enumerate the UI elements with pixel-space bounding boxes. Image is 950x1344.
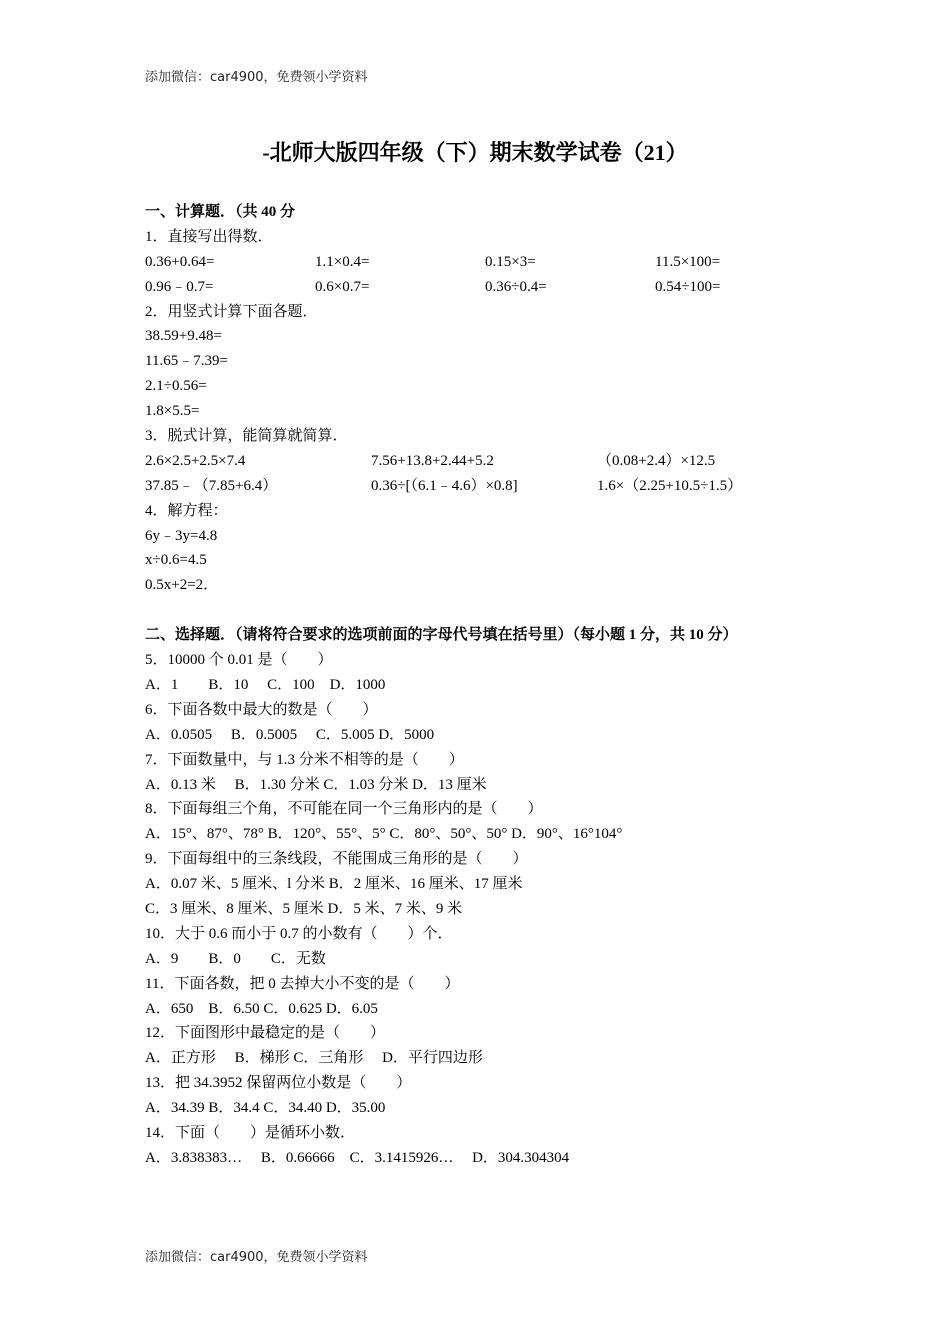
question-text: 11．下面各数，把 0 去掉大小不变的是（ ） — [145, 975, 460, 992]
q3-row1 — [145, 449, 815, 474]
question-options: A．15°、87°、78° B．120°、55°、5° C．80°、50°、50° D．90°、16°104° — [145, 826, 623, 843]
question-options: A．3.838383… B．0.66666 C．3.1415926… D．304.304304 — [145, 1149, 570, 1166]
question-text: 9．下面每组中的三条线段，不能围成三角形的是（ ） — [145, 851, 528, 868]
q1-text: 1．直接写出得数． — [145, 228, 273, 245]
q4-item: 0.5x+2=2． — [145, 577, 219, 594]
question-text: 7．下面数量中，与 1.3 分米不相等的是（ ） — [145, 751, 464, 768]
q2-item: 1.8×5.5= — [145, 403, 200, 420]
question-text: 10．大于 0.6 而小于 0.7 的小数有（ ）个． — [145, 925, 453, 942]
question-options: A．650 B．6.50 C．0.625 D．6.05 — [145, 1000, 378, 1017]
q3-item: 2.6×2.5+2.5×7.4 — [145, 452, 246, 469]
q3-text: 3．脱式计算，能简算就简算． — [145, 428, 348, 445]
q1-item: 1.1×0.4= — [315, 253, 370, 270]
question-list — [145, 648, 815, 1171]
page-header: 添加微信：car4900，免费领小学资料 — [145, 70, 368, 85]
q1-item: 0.36+0.64= — [145, 253, 215, 270]
q3-item: 0.36÷[（6.1﹣4.6）×0.8] — [371, 477, 518, 494]
exam-content — [145, 200, 815, 1171]
page-title: -北师大版四年级（下）期末数学试卷（21） — [262, 140, 688, 165]
page-footer: 添加微信：car4900，免费领小学资料 — [145, 1250, 368, 1265]
q3-row2 — [145, 474, 815, 499]
q1-item: 0.6×0.7= — [315, 278, 370, 295]
question-text: 12．下面图形中最稳定的是（ ） — [145, 1025, 386, 1042]
q3-item: 7.56+13.8+2.44+5.2 — [371, 452, 494, 469]
q1-item: 11.5×100= — [655, 253, 721, 270]
section2-heading: 二、选择题．（请将符合要求的选项前面的字母代号填在括号里）（每小题 1 分，共 10 分） — [145, 627, 738, 644]
q4-item: 6y﹣3y=4.8 — [145, 527, 218, 544]
question-text: 14．下面（ ）是循环小数． — [145, 1124, 356, 1141]
q1-row2 — [145, 275, 815, 300]
question-options: A．0.07 米、5 厘米、l 分米 B．2 厘米、16 厘米、17 厘米 — [145, 876, 523, 893]
question-options: A．1 B．10 C．100 D．1000 — [145, 676, 386, 693]
q1-item: 0.36÷0.4= — [485, 278, 547, 295]
question-options: A．正方形 B．梯形 C．三角形 D．平行四边形 — [145, 1050, 483, 1067]
question-options: C．3 厘米、8 厘米、5 厘米 D．5 米、7 米、9 米 — [145, 900, 463, 917]
q3-item: 1.6×（2.25+10.5÷1.5） — [597, 477, 743, 494]
question-options: A．0.13 米 B．1.30 分米 C．1.03 分米 D．13 厘米 — [145, 776, 487, 793]
question-text: 13．把 34.3952 保留两位小数是（ ） — [145, 1075, 412, 1092]
q1-row1 — [145, 250, 815, 275]
q4-item: x÷0.6=4.5 — [145, 552, 207, 569]
question-text: 8．下面每组三个角，不可能在同一个三角形内的是（ ） — [145, 801, 543, 818]
question-text: 5．10000 个 0.01 是（ ） — [145, 652, 333, 669]
q4-text: 4．解方程： — [145, 502, 228, 519]
q1-item: 0.15×3= — [485, 253, 536, 270]
q1-item: 0.54÷100= — [655, 278, 721, 295]
question-text: 6．下面各数中最大的数是（ ） — [145, 701, 378, 718]
q3-item: （0.08+2.4）×12.5 — [597, 452, 716, 469]
section-gap — [145, 598, 815, 623]
q2-item: 11.65﹣7.39= — [145, 353, 228, 370]
question-options: A．9 B．0 C．无数 — [145, 950, 326, 967]
section1-heading: 一、计算题．（共 40 分 — [145, 204, 296, 220]
question-options: A．34.39 B．34.4 C．34.40 D．35.00 — [145, 1100, 386, 1117]
q2-item: 2.1÷0.56= — [145, 378, 207, 395]
q1-item: 0.96﹣0.7= — [145, 278, 214, 295]
q2-text: 2．用竖式计算下面各题． — [145, 303, 318, 320]
question-options: A．0.0505 B．0.5005 C．5.005 D．5000 — [145, 726, 435, 743]
q3-item: 37.85﹣（7.85+6.4） — [145, 477, 278, 494]
q2-item: 38.59+9.48= — [145, 328, 222, 345]
